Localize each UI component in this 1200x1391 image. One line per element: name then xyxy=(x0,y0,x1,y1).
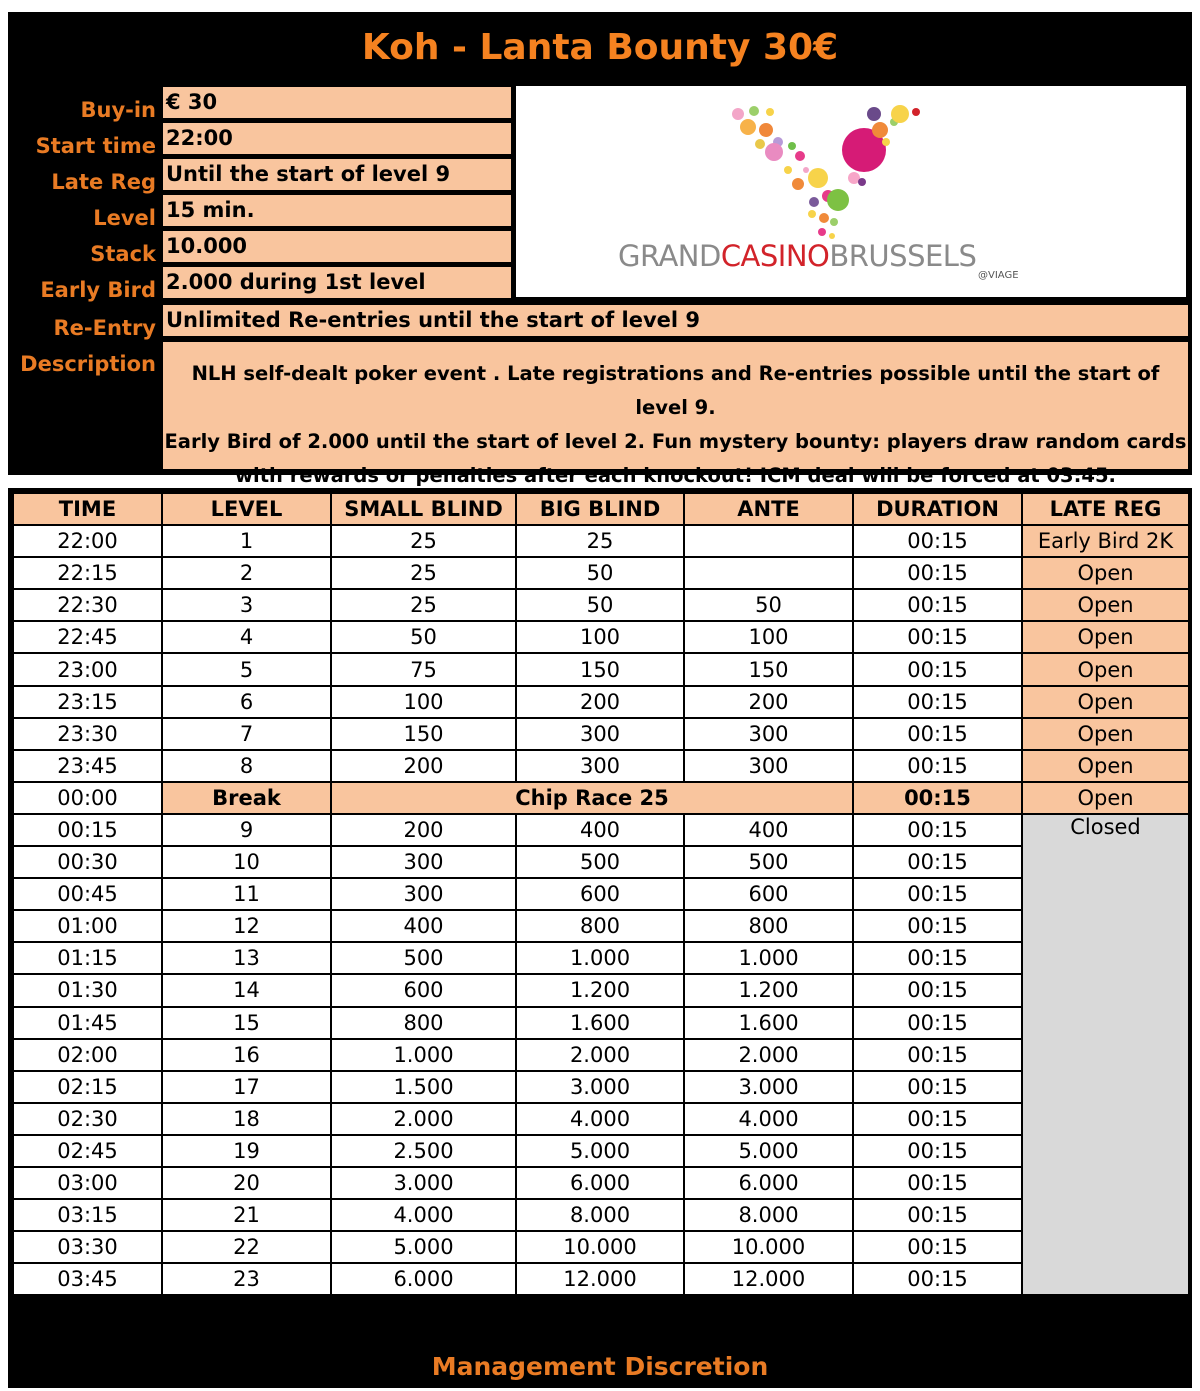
cell-small-blind: 500 xyxy=(331,942,516,974)
cell-small-blind: 800 xyxy=(331,1007,516,1039)
cell-time: 02:00 xyxy=(13,1039,162,1071)
cell-level: 17 xyxy=(162,1071,331,1103)
cell-level: 9 xyxy=(162,814,331,846)
table-row xyxy=(13,557,1189,589)
cell-ante: 1.600 xyxy=(684,1007,853,1039)
cell-level: 11 xyxy=(162,878,331,910)
cell-ante: 4.000 xyxy=(684,1103,853,1135)
cell-big-blind: 1.200 xyxy=(516,974,684,1006)
cell-duration: 00:15 xyxy=(853,1039,1022,1071)
cell-duration: 00:15 xyxy=(853,782,1022,814)
cell-level: 20 xyxy=(162,1167,331,1199)
cell-late-reg: Open xyxy=(1022,686,1189,718)
cell-small-blind: 5.000 xyxy=(331,1231,516,1263)
cell-time: 00:30 xyxy=(13,846,162,878)
label-late-reg: Late Reg xyxy=(51,170,156,194)
table-header-row xyxy=(13,493,1189,525)
footer-note: Management Discretion xyxy=(431,1352,769,1381)
cell-ante: 300 xyxy=(684,750,853,782)
cell-duration: 00:15 xyxy=(853,686,1022,718)
cell-ante: 12.000 xyxy=(684,1263,853,1295)
cell-big-blind: 300 xyxy=(516,718,684,750)
cell-big-blind: 3.000 xyxy=(516,1071,684,1103)
cell-time: 03:45 xyxy=(13,1263,162,1295)
table-row xyxy=(13,1039,1189,1071)
cell-big-blind: 300 xyxy=(516,750,684,782)
cell-big-blind: 5.000 xyxy=(516,1135,684,1167)
late-reg-closed: Closed xyxy=(1022,814,1189,1295)
cell-ante: 10.000 xyxy=(684,1231,853,1263)
cell-level: 7 xyxy=(162,718,331,750)
cell-time: 23:00 xyxy=(13,653,162,685)
logo-dots xyxy=(732,105,920,239)
cell-big-blind: 500 xyxy=(516,846,684,878)
value-early-bird: 2.000 during 1st level xyxy=(163,267,511,298)
cell-level: 4 xyxy=(162,621,331,653)
cell-big-blind: 50 xyxy=(516,589,684,621)
cell-ante: 200 xyxy=(684,686,853,718)
cell-time: 02:45 xyxy=(13,1135,162,1167)
cell-duration: 00:15 xyxy=(853,589,1022,621)
cell-time: 23:30 xyxy=(13,718,162,750)
blind-structure-table xyxy=(12,492,1190,1296)
cell-big-blind: 100 xyxy=(516,621,684,653)
header-duration: DURATION xyxy=(853,493,1022,525)
cell-small-blind: 3.000 xyxy=(331,1167,516,1199)
cell-small-blind: 600 xyxy=(331,974,516,1006)
cell-duration: 00:15 xyxy=(853,1103,1022,1135)
cell-level: 16 xyxy=(162,1039,331,1071)
cell-ante: 100 xyxy=(684,621,853,653)
cell-duration: 00:15 xyxy=(853,814,1022,846)
cell-small-blind: 4.000 xyxy=(331,1199,516,1231)
cell-small-blind: 25 xyxy=(331,525,516,557)
cell-duration: 00:15 xyxy=(853,557,1022,589)
cell-small-blind: 100 xyxy=(331,686,516,718)
cell-small-blind: 50 xyxy=(331,621,516,653)
cell-big-blind: 600 xyxy=(516,878,684,910)
cell-big-blind: 25 xyxy=(516,525,684,557)
header-time: TIME xyxy=(13,493,162,525)
value-late-reg: Until the start of level 9 xyxy=(163,159,511,190)
cell-duration: 00:15 xyxy=(853,653,1022,685)
label-stack: Stack xyxy=(90,242,156,266)
value-stack: 10.000 xyxy=(163,231,511,262)
cell-time: 01:00 xyxy=(13,910,162,942)
cell-small-blind: 300 xyxy=(331,878,516,910)
cell-late-reg: Open xyxy=(1022,750,1189,782)
cell-late-reg: Open xyxy=(1022,589,1189,621)
cell-small-blind: 200 xyxy=(331,750,516,782)
cell-duration: 00:15 xyxy=(853,1263,1022,1295)
cell-small-blind: 150 xyxy=(331,718,516,750)
casino-logo xyxy=(516,86,1186,297)
table-row xyxy=(13,1263,1189,1295)
event-title: Koh - Lanta Bounty 30€ xyxy=(361,27,839,68)
logo-v-dots-icon xyxy=(516,86,1186,297)
cell-small-blind: 1.000 xyxy=(331,1039,516,1071)
cell-level: 23 xyxy=(162,1263,331,1295)
cell-time: 03:00 xyxy=(13,1167,162,1199)
cell-big-blind: 4.000 xyxy=(516,1103,684,1135)
cell-late-reg: Early Bird 2K xyxy=(1022,525,1189,557)
cell-level: 5 xyxy=(162,653,331,685)
cell-ante: 1.200 xyxy=(684,974,853,1006)
label-early-bird: Early Bird xyxy=(40,278,156,302)
cell-small-blind: 200 xyxy=(331,814,516,846)
break-label: Break xyxy=(162,782,331,814)
cell-duration: 00:15 xyxy=(853,1007,1022,1039)
cell-big-blind: 400 xyxy=(516,814,684,846)
header-late-reg: LATE REG xyxy=(1022,493,1189,525)
cell-small-blind: 2.500 xyxy=(331,1135,516,1167)
cell-big-blind: 200 xyxy=(516,686,684,718)
cell-ante: 800 xyxy=(684,910,853,942)
cell-time: 02:15 xyxy=(13,1071,162,1103)
cell-level: 14 xyxy=(162,974,331,1006)
cell-duration: 00:15 xyxy=(853,525,1022,557)
table-row xyxy=(13,718,1189,750)
cell-ante: 400 xyxy=(684,814,853,846)
cell-level: 1 xyxy=(162,525,331,557)
cell-time: 22:30 xyxy=(13,589,162,621)
table-row xyxy=(13,621,1189,653)
cell-duration: 00:15 xyxy=(853,718,1022,750)
cell-ante: 300 xyxy=(684,718,853,750)
cell-small-blind: 25 xyxy=(331,589,516,621)
cell-late-reg: Open xyxy=(1022,718,1189,750)
cell-small-blind: 1.500 xyxy=(331,1071,516,1103)
cell-big-blind: 10.000 xyxy=(516,1231,684,1263)
label-start-time: Start time xyxy=(35,134,156,158)
cell-time: 22:15 xyxy=(13,557,162,589)
cell-ante: 500 xyxy=(684,846,853,878)
cell-level: 19 xyxy=(162,1135,331,1167)
cell-duration: 00:15 xyxy=(853,846,1022,878)
cell-duration: 00:15 xyxy=(853,1231,1022,1263)
cell-big-blind: 800 xyxy=(516,910,684,942)
cell-big-blind: 12.000 xyxy=(516,1263,684,1295)
header-ante: ANTE xyxy=(684,493,853,525)
cell-level: 18 xyxy=(162,1103,331,1135)
table-row xyxy=(13,686,1189,718)
cell-time: 22:00 xyxy=(13,525,162,557)
cell-late-reg: Open xyxy=(1022,621,1189,653)
table-row xyxy=(13,589,1189,621)
cell-time: 01:15 xyxy=(13,942,162,974)
cell-big-blind: 50 xyxy=(516,557,684,589)
cell-duration: 00:15 xyxy=(853,910,1022,942)
description-line: with rewards or penalties after each knockout! ICM deal will be forced at 03:45. xyxy=(235,464,1116,487)
break-row xyxy=(13,782,1189,814)
value-level: 15 min. xyxy=(163,195,511,226)
cell-small-blind: 75 xyxy=(331,653,516,685)
cell-duration: 00:15 xyxy=(853,621,1022,653)
cell-small-blind: 300 xyxy=(331,846,516,878)
cell-duration: 00:15 xyxy=(853,942,1022,974)
table-row xyxy=(13,1103,1189,1135)
cell-late-reg: Open xyxy=(1022,782,1189,814)
cell-late-reg: Open xyxy=(1022,557,1189,589)
cell-level: 6 xyxy=(162,686,331,718)
cell-time: 03:15 xyxy=(13,1199,162,1231)
cell-ante: 600 xyxy=(684,878,853,910)
cell-ante: 5.000 xyxy=(684,1135,853,1167)
cell-big-blind: 2.000 xyxy=(516,1039,684,1071)
cell-time: 03:30 xyxy=(13,1231,162,1263)
cell-big-blind: 1.000 xyxy=(516,942,684,974)
cell-level: 10 xyxy=(162,846,331,878)
cell-ante: 50 xyxy=(684,589,853,621)
blind-structure-panel xyxy=(8,488,1192,1388)
label-buy-in: Buy-in xyxy=(80,98,156,122)
label-description: Description xyxy=(20,352,156,376)
chip-race-label: Chip Race 25 xyxy=(331,782,853,814)
svg-text:GRANDCASINOBRUSSELS xyxy=(618,239,976,273)
cell-big-blind: 150 xyxy=(516,653,684,685)
cell-time: 00:00 xyxy=(13,782,162,814)
cell-level: 22 xyxy=(162,1231,331,1263)
cell-ante: 150 xyxy=(684,653,853,685)
logo-subtext: @VIAGE xyxy=(978,270,1019,281)
cell-time: 23:15 xyxy=(13,686,162,718)
cell-time: 00:15 xyxy=(13,814,162,846)
header-big-blind: BIG BLIND xyxy=(516,493,684,525)
logo-text-brussels: BRUSSELS xyxy=(829,239,977,273)
cell-time: 00:45 xyxy=(13,878,162,910)
cell-ante: 6.000 xyxy=(684,1167,853,1199)
table-row xyxy=(13,750,1189,782)
table-row xyxy=(13,525,1189,557)
cell-big-blind: 1.600 xyxy=(516,1007,684,1039)
logo-text-grand: GRAND xyxy=(618,239,721,273)
value-start-time: 22:00 xyxy=(163,123,511,154)
cell-level: 21 xyxy=(162,1199,331,1231)
table-row xyxy=(13,1071,1189,1103)
cell-ante xyxy=(684,525,853,557)
table-row xyxy=(13,1167,1189,1199)
logo-text-casino: CASINO xyxy=(720,239,830,273)
cell-ante: 3.000 xyxy=(684,1071,853,1103)
description-line: NLH self-dealt poker event . Late registrations and Re-entries possible until the start of level 9. xyxy=(191,362,1160,419)
cell-late-reg: Open xyxy=(1022,653,1189,685)
table-row xyxy=(13,1231,1189,1263)
table-row xyxy=(13,910,1189,942)
table-row xyxy=(13,846,1189,878)
cell-ante: 1.000 xyxy=(684,942,853,974)
label-re-entry: Re-Entry xyxy=(53,316,156,340)
header-level: LEVEL xyxy=(162,493,331,525)
value-buy-in: € 30 xyxy=(163,87,511,118)
cell-time: 01:45 xyxy=(13,1007,162,1039)
cell-small-blind: 25 xyxy=(331,557,516,589)
table-row xyxy=(13,1007,1189,1039)
cell-small-blind: 2.000 xyxy=(331,1103,516,1135)
cell-time: 01:30 xyxy=(13,974,162,1006)
table-row xyxy=(13,1135,1189,1167)
table-row xyxy=(13,1199,1189,1231)
description-line: Early Bird of 2.000 until the start of level 2. Fun mystery bounty: players draw random cards xyxy=(164,430,1187,453)
cell-ante: 8.000 xyxy=(684,1199,853,1231)
cell-duration: 00:15 xyxy=(853,750,1022,782)
table-row xyxy=(13,942,1189,974)
header-small-blind: SMALL BLIND xyxy=(331,493,516,525)
cell-level: 15 xyxy=(162,1007,331,1039)
cell-ante xyxy=(684,557,853,589)
cell-duration: 00:15 xyxy=(853,1071,1022,1103)
cell-duration: 00:15 xyxy=(853,1167,1022,1199)
cell-time: 02:30 xyxy=(13,1103,162,1135)
cell-time: 23:45 xyxy=(13,750,162,782)
table-row xyxy=(13,814,1189,846)
cell-big-blind: 8.000 xyxy=(516,1199,684,1231)
cell-duration: 00:15 xyxy=(853,878,1022,910)
label-level: Level xyxy=(93,206,156,230)
cell-level: 2 xyxy=(162,557,331,589)
cell-small-blind: 400 xyxy=(331,910,516,942)
cell-ante: 2.000 xyxy=(684,1039,853,1071)
cell-level: 13 xyxy=(162,942,331,974)
event-info-panel xyxy=(8,12,1192,487)
event-description xyxy=(163,342,1188,487)
value-re-entry: Unlimited Re-entries until the start of level 9 xyxy=(163,305,1188,336)
cell-time: 22:45 xyxy=(13,621,162,653)
table-row xyxy=(13,878,1189,910)
cell-duration: 00:15 xyxy=(853,1135,1022,1167)
cell-level: 12 xyxy=(162,910,331,942)
cell-small-blind: 6.000 xyxy=(331,1263,516,1295)
table-row xyxy=(13,653,1189,685)
cell-big-blind: 6.000 xyxy=(516,1167,684,1199)
cell-level: 8 xyxy=(162,750,331,782)
cell-duration: 00:15 xyxy=(853,1199,1022,1231)
table-row xyxy=(13,974,1189,1006)
cell-duration: 00:15 xyxy=(853,974,1022,1006)
cell-level: 3 xyxy=(162,589,331,621)
